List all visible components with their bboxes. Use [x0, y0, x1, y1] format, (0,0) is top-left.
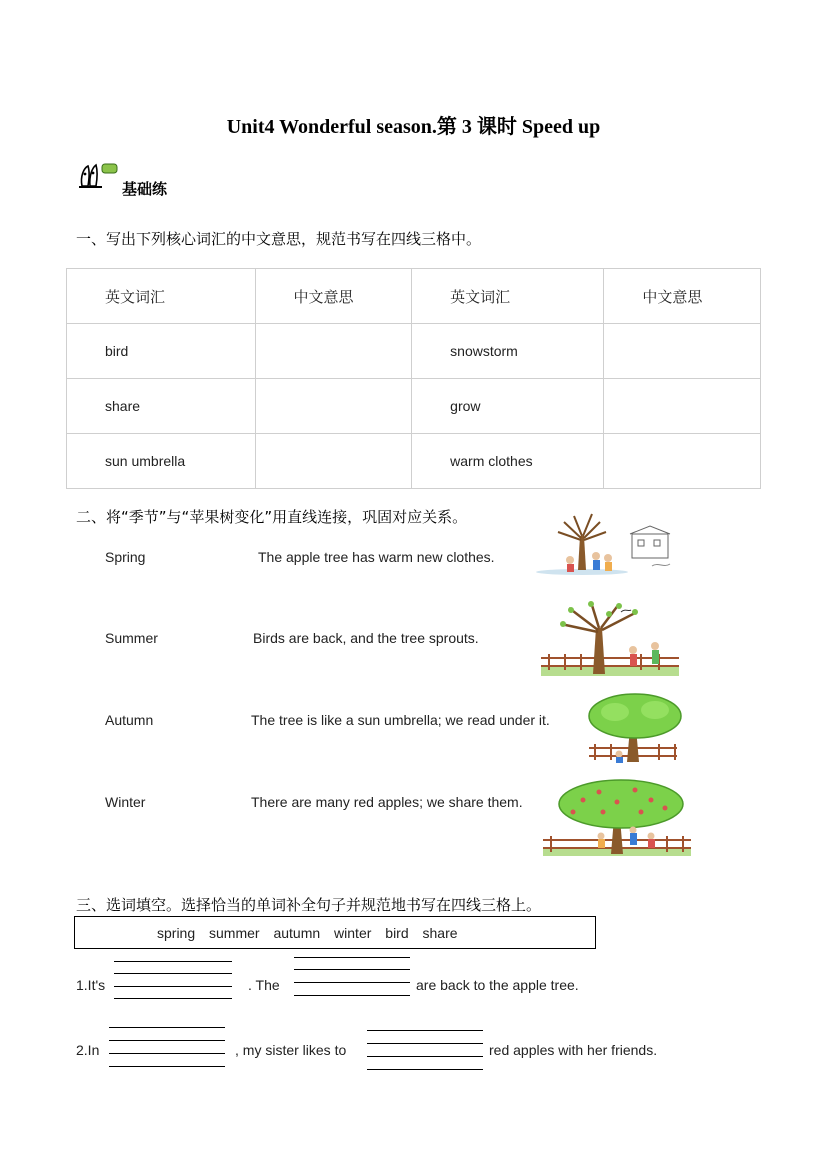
- english-word-cell: sun umbrella: [67, 434, 256, 489]
- q2-blank-1[interactable]: [109, 1027, 225, 1069]
- season-autumn: Autumn: [105, 712, 154, 728]
- q2-text-middle: , my sister likes to: [235, 1042, 347, 1058]
- q1-blank-1[interactable]: [114, 961, 232, 1001]
- tree-description: The tree is like a sun umbrella; we read under it.: [251, 712, 550, 728]
- answer-cell[interactable]: [604, 434, 761, 489]
- answer-cell[interactable]: [255, 324, 412, 379]
- english-word-cell: snowstorm: [412, 324, 604, 379]
- table-header-cell: 中文意思: [604, 269, 761, 324]
- q1-text-end: are back to the apple tree.: [416, 977, 579, 993]
- q2-blank-2[interactable]: [367, 1030, 483, 1072]
- q2-text-start: 2.In: [76, 1042, 100, 1058]
- table-row: [67, 324, 761, 379]
- sprouting-tree-illustration: [541, 598, 679, 680]
- vocab-table: [66, 268, 761, 489]
- q1-blank-2[interactable]: [294, 957, 410, 997]
- section1-heading: 一、写出下列核心词汇的中文意思，规范书写在四线三格中。: [76, 230, 482, 248]
- season-summer: Summer: [105, 630, 158, 646]
- season-winter: Winter: [105, 794, 146, 810]
- worksheet-title: Unit4 Wonderful season.第 3 课时 Speed up: [226, 116, 601, 138]
- q1-text-middle: . The: [248, 977, 280, 993]
- apple-tree-illustration: [543, 778, 691, 858]
- word-bank-box: [74, 916, 596, 949]
- tree-description: The apple tree has warm new clothes.: [258, 549, 495, 565]
- section2-heading: 二、将“季节”与“苹果树变化”用直线连接，巩固对应关系。: [76, 508, 468, 526]
- english-word-cell: bird: [67, 324, 256, 379]
- table-header-cell: 英文词汇: [67, 269, 256, 324]
- bare-tree-illustration: [534, 510, 674, 576]
- english-word-cell: warm clothes: [412, 434, 604, 489]
- answer-cell[interactable]: [604, 324, 761, 379]
- tree-description: Birds are back, and the tree sprouts.: [253, 630, 479, 646]
- answer-cell[interactable]: [255, 434, 412, 489]
- mascot-icon: [76, 160, 120, 190]
- tree-description: There are many red apples; we share them.: [251, 794, 523, 810]
- table-header-cell: 英文词汇: [412, 269, 604, 324]
- leafy-tree-illustration: [585, 690, 695, 766]
- answer-cell[interactable]: [255, 379, 412, 434]
- english-word-cell: share: [67, 379, 256, 434]
- table-row: [67, 434, 761, 489]
- table-header-row: [67, 269, 761, 324]
- q1-text-start: 1.It's: [76, 977, 106, 993]
- q2-text-end: red apples with her friends.: [489, 1042, 658, 1058]
- answer-cell[interactable]: [604, 379, 761, 434]
- table-header-cell: 中文意思: [255, 269, 412, 324]
- table-row: [67, 379, 761, 434]
- season-spring: Spring: [105, 549, 146, 565]
- basic-practice-label: 基础练: [122, 180, 168, 198]
- section3-heading: 三、选词填空。选择恰当的单词补全句子并规范地书写在四线三格上。: [76, 896, 542, 914]
- word-bank: spring summer autumn winter bird share: [157, 925, 458, 941]
- english-word-cell: grow: [412, 379, 604, 434]
